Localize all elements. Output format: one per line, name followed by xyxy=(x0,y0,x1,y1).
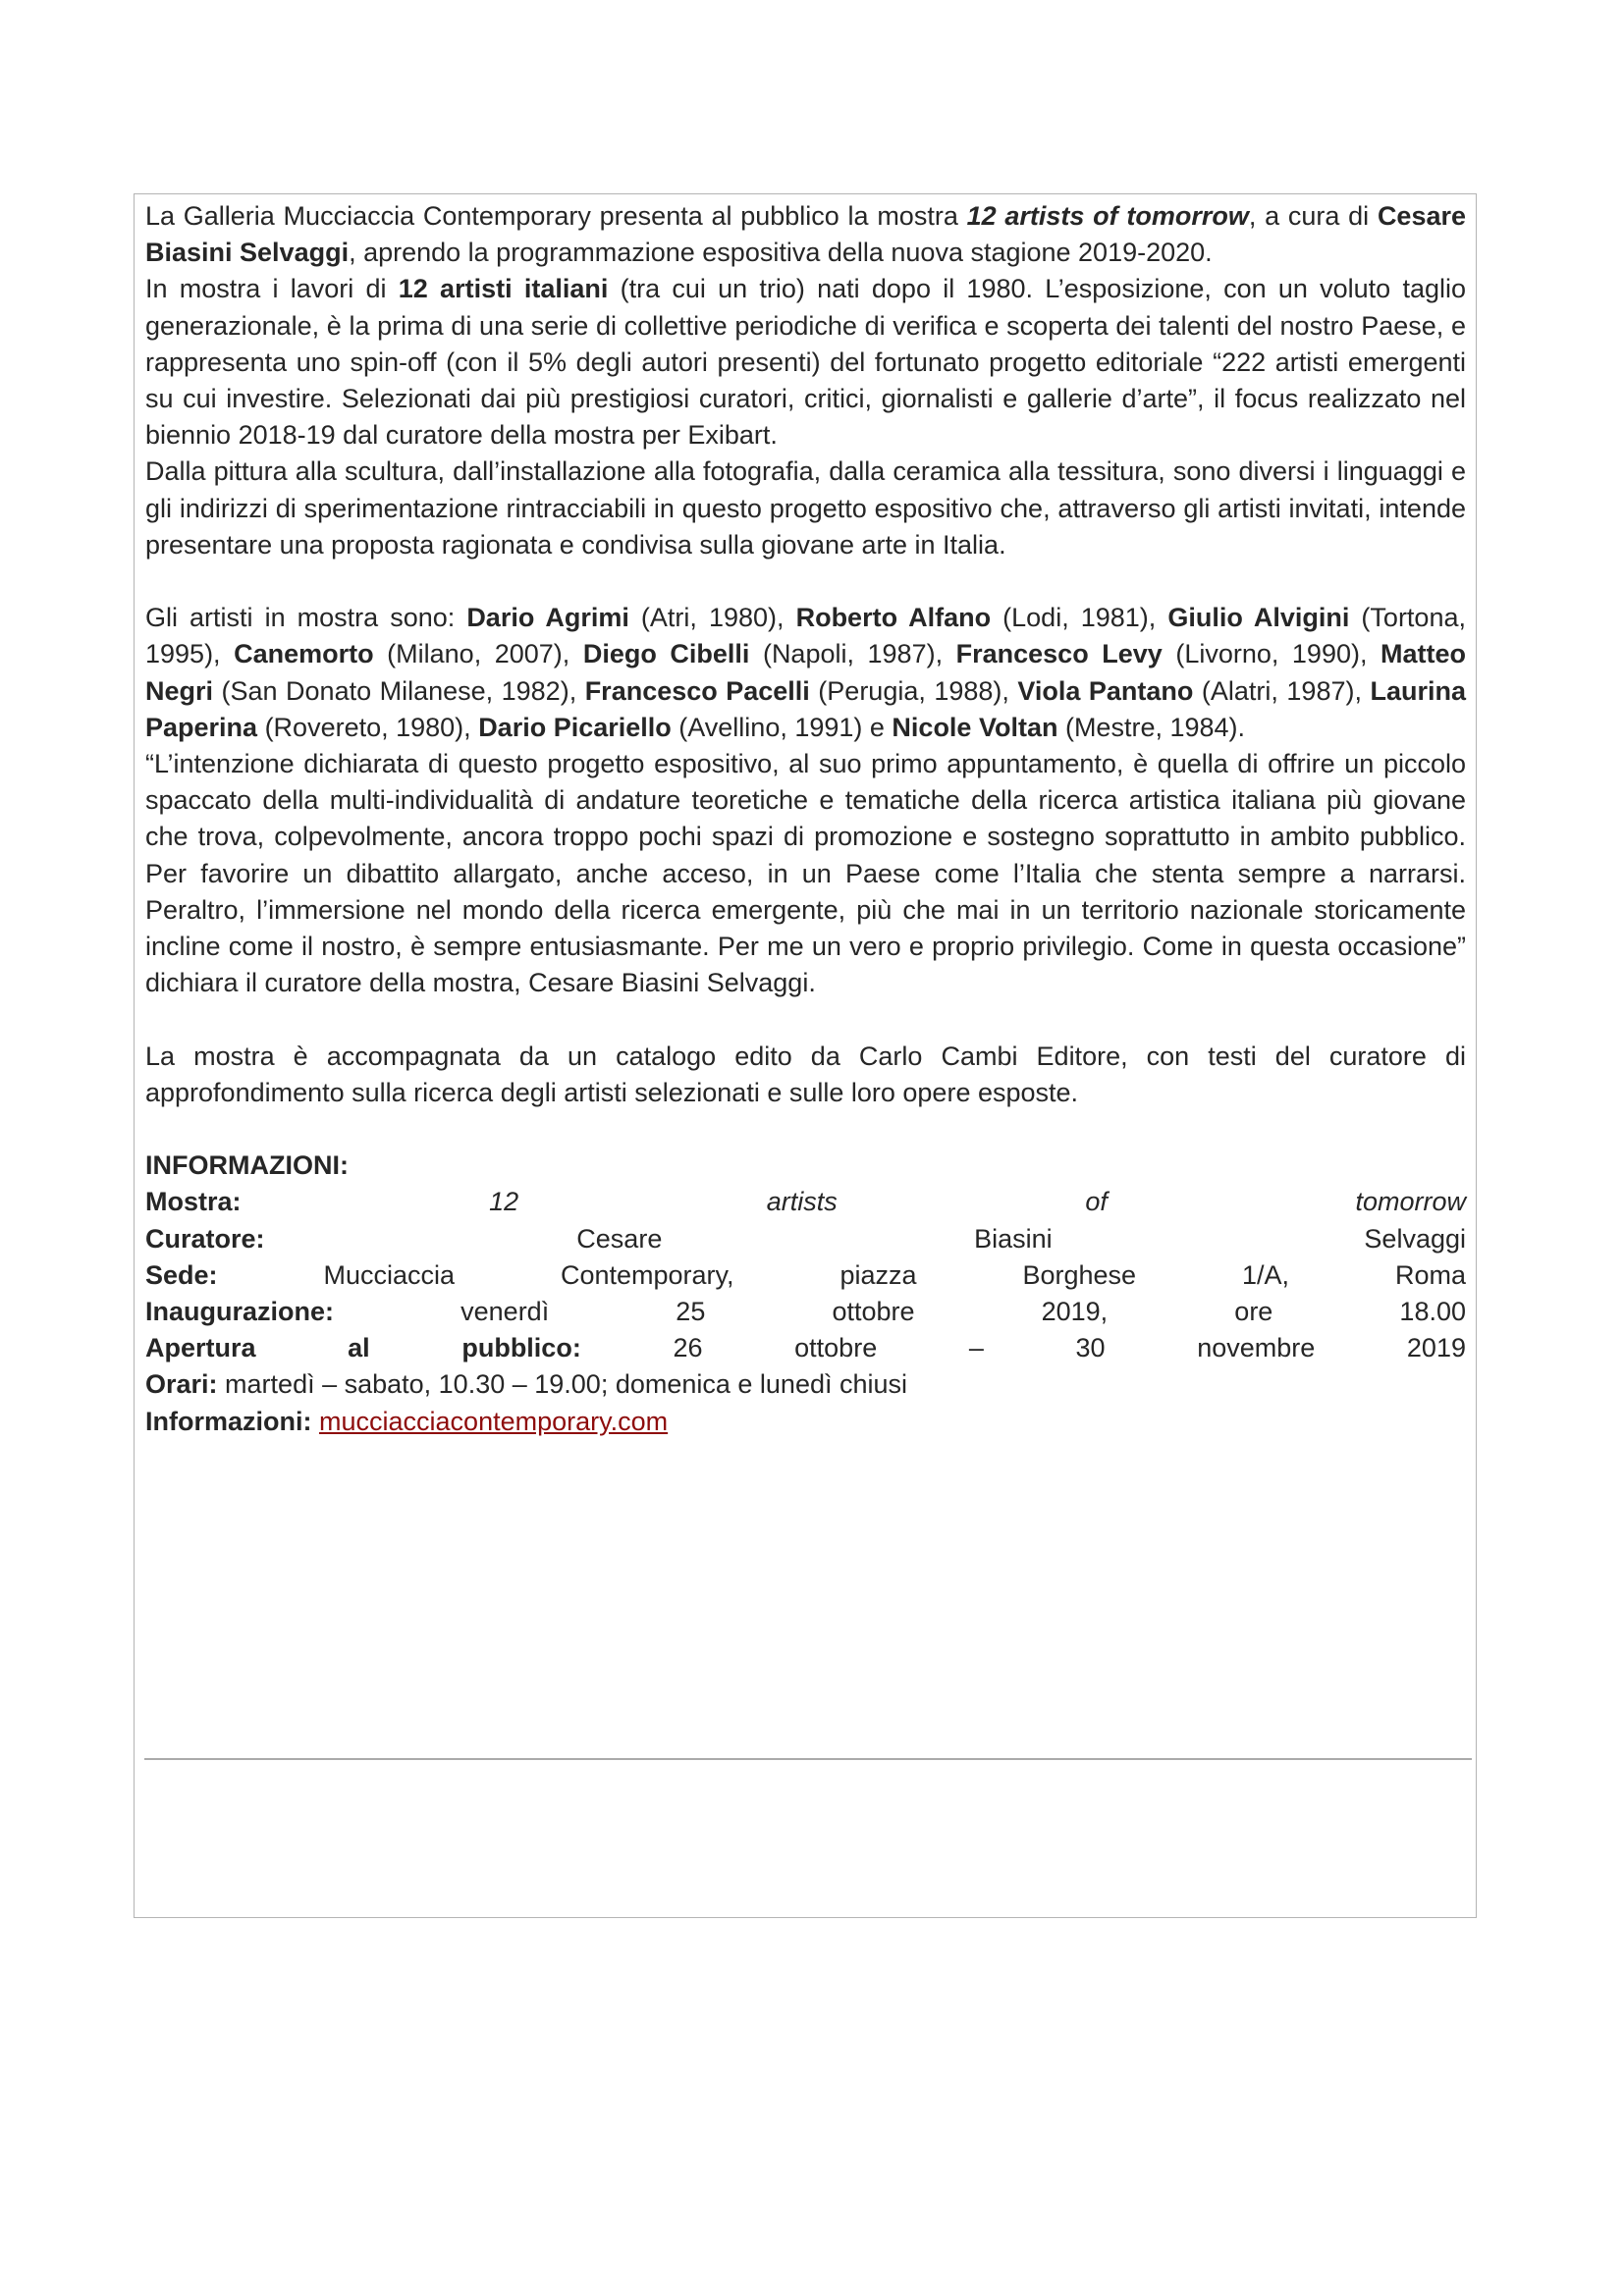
paragraph-curator-quote xyxy=(145,746,1466,1001)
info-line xyxy=(145,1257,1466,1294)
info-label: Orari: xyxy=(145,1369,218,1400)
info-list xyxy=(145,1184,1466,1403)
website-link[interactable]: mucciacciacontemporary.com xyxy=(319,1406,669,1436)
emphasis-text: Dario Picariello xyxy=(478,712,672,742)
body-text: (Avellino, 1991) e xyxy=(671,712,893,742)
paragraph-artists-list xyxy=(145,600,1466,746)
emphasis-text: Canemorto xyxy=(234,639,374,669)
info-website-line xyxy=(145,1404,1466,1440)
blank-line xyxy=(145,1001,1466,1038)
body-text: (Milano, 2007), xyxy=(373,639,583,669)
emphasis-text: Roberto Alfano xyxy=(795,603,992,633)
document-body xyxy=(145,198,1466,1440)
body-text: (Atri, 1980), xyxy=(628,603,796,633)
body-text: (Lodi, 1981), xyxy=(991,603,1168,633)
blank-line xyxy=(145,563,1466,600)
info-line xyxy=(145,1330,1466,1366)
emphasis-text: Giulio Alvigini xyxy=(1167,603,1350,633)
emphasis-text: Matteo Negri xyxy=(145,639,1467,706)
info-line xyxy=(145,1294,1466,1330)
info-label: Sede: xyxy=(145,1259,218,1290)
body-text: , aprendo la programmazione espositiva della nuova stagione 2019-2020. xyxy=(349,238,1213,268)
horizontal-divider xyxy=(144,1758,1472,1760)
info-label: Mostra: xyxy=(145,1187,242,1217)
info-value: 26 ottobre – 30 novembre 2019 xyxy=(673,1333,1466,1363)
info-value: martedì – sabato, 10.30 – 19.00; domenica e lunedì chiusi xyxy=(225,1369,908,1400)
info-value: Mucciaccia Contemporary, piazza Borghese 1/A, Roma xyxy=(323,1259,1466,1290)
info-line xyxy=(145,1221,1466,1257)
emphasis-text: Nicole Voltan xyxy=(892,712,1058,742)
content-frame xyxy=(134,193,1477,1918)
emphasis-text: Francesco Levy xyxy=(955,639,1163,669)
body-text: (Rovereto, 1980), xyxy=(257,712,479,742)
paragraph-intro xyxy=(145,198,1466,271)
body-text: Dalla pittura alla scultura, dall’installazione alla fotografia, dalla ceramica alla tessitura, sono diversi i linguaggi e gli indirizzi di sperimentazione rintracciabili in questo progetto espositivo che, attraverso gli artisti invitati, intende presentare una proposta ragionata e condivisa sulla giovane arte in Italia. xyxy=(145,456,1466,560)
emphasis-text: 12 artists of tomorrow xyxy=(966,201,1249,231)
blank-line xyxy=(145,1111,1466,1148)
body-text: (Napoli, 1987), xyxy=(749,639,956,669)
body-text: Gli artisti in mostra sono: xyxy=(145,603,467,633)
emphasis-text: Laurina Paperina xyxy=(145,675,1466,742)
info-label: Curatore: xyxy=(145,1223,265,1254)
body-text: , a cura di xyxy=(1248,201,1378,231)
body-text: (Tortona, 1995), xyxy=(145,603,1466,669)
paragraph-languages xyxy=(145,454,1466,563)
info-website-label: Informazioni: xyxy=(145,1406,312,1436)
paragraph-artists-intro xyxy=(145,271,1466,454)
info-line xyxy=(145,1366,1466,1403)
emphasis-text: Viola Pantano xyxy=(1017,675,1194,706)
emphasis-text: 12 artisti italiani xyxy=(398,274,609,304)
emphasis-text: Cesare Biasini Selvaggi xyxy=(145,201,1467,268)
info-value: Cesare Biasini Selvaggi xyxy=(576,1223,1466,1254)
emphasis-text: Dario Agrimi xyxy=(466,603,629,633)
body-text: “L’intenzione dichiarata di questo progetto espositivo, al suo primo appuntamento, è quella di offrire un piccolo spaccato della multi-individualità di andature teoretiche e tematiche della ricerca artistica italiana più giovane che trova, colpevolmente, ancora troppo pochi spazi di promozione e sostegno soprattutto in ambito pubblico. Per favorire un dibattito allargato, anche acceso, in un Paese come l’Italia che stenta sempre a narrarsi. Peraltro, l’immersione nel mondo della ricerca emergente, più che mai in un territorio nazionale storicamente incline come il nostro, è sempre entusiasmante. Per me un vero e proprio privilegio. Come in questa occasione” dichiara il curatore della mostra, Cesare Biasini Selvaggi. xyxy=(145,749,1466,998)
emphasis-text: Diego Cibelli xyxy=(582,639,750,669)
paragraphs xyxy=(145,198,1466,1148)
body-text: (Livorno, 1990), xyxy=(1162,639,1381,669)
info-line xyxy=(145,1184,1466,1220)
body-text: (Alatri, 1987), xyxy=(1193,675,1371,706)
body-text: (Perugia, 1988), xyxy=(809,675,1018,706)
body-text: La Galleria Mucciaccia Contemporary presenta al pubblico la mostra xyxy=(145,201,967,231)
info-value: 12 artists of tomorrow xyxy=(489,1187,1466,1217)
body-text: (San Donato Milanese, 1982), xyxy=(213,675,585,706)
paragraph-catalogue xyxy=(145,1039,1466,1111)
info-value: venerdì 25 ottobre 2019, ore 18.00 xyxy=(460,1297,1466,1327)
info-label: Apertura al pubblico: xyxy=(145,1333,581,1363)
body-text: (tra cui un trio) nati dopo il 1980. L’esposizione, con un voluto taglio generazionale, è la prima di una serie di collettive periodiche di verifica e scoperta dei talenti del nostro Paese, e rappresenta uno spin-off (con il 5% degli autori presenti) del fortunato progetto editoriale “222 artisti emergenti su cui investire. Selezionati dai più prestigiosi curatori, critici, giornalisti e gallerie d’arte”, il focus realizzato nel biennio 2018-19 dal curatore della mostra per Exibart. xyxy=(145,274,1466,451)
emphasis-text: Francesco Pacelli xyxy=(584,675,810,706)
body-text: (Mestre, 1984). xyxy=(1057,712,1246,742)
info-label: Inaugurazione: xyxy=(145,1297,335,1327)
info-heading: INFORMAZIONI: xyxy=(145,1150,349,1181)
body-text: La mostra è accompagnata da un catalogo edito da Carlo Cambi Editore, con testi del curatore di approfondimento sulla ricerca degli artisti selezionati e sulle loro opere esposte. xyxy=(145,1041,1466,1107)
body-text: In mostra i lavori di xyxy=(145,274,399,304)
